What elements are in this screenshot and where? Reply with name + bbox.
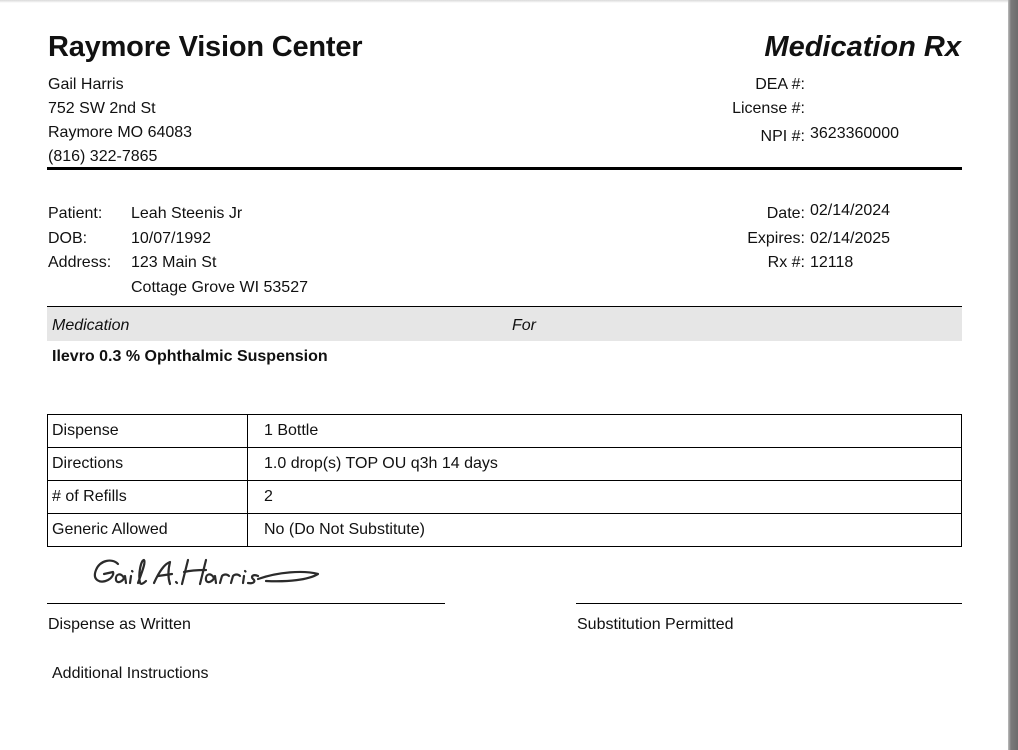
prescription-details-table (47, 414, 962, 547)
expires-value: 02/14/2025 (810, 230, 891, 247)
expires-label: Expires: (747, 230, 805, 247)
dob-value: 10/07/1992 (131, 230, 212, 247)
dispense-label: Dispense (48, 415, 248, 448)
dea-label: DEA #: (755, 76, 805, 93)
address-line1: 123 Main St (131, 254, 217, 271)
header-divider (47, 167, 962, 170)
address-line2: Cottage Grove WI 53527 (131, 279, 308, 296)
directions-label: Directions (48, 448, 248, 481)
dob-label: DOB: (48, 230, 88, 247)
patient-name: Leah Steenis Jr (131, 205, 243, 222)
generic-allowed-label: Generic Allowed (48, 514, 248, 547)
address-label: Address: (48, 254, 112, 271)
document-title: Medication Rx (764, 31, 961, 63)
clinic-city: Raymore MO 64083 (48, 124, 193, 141)
medication-header-band (47, 307, 962, 341)
generic-allowed-value: No (Do Not Substitute) (248, 514, 962, 547)
license-label: License #: (732, 100, 805, 117)
refills-value: 2 (248, 481, 962, 514)
substitution-permitted-label: Substitution Permitted (577, 616, 734, 633)
clinic-phone: (816) 322-7865 (48, 148, 158, 165)
substitution-permitted-line (576, 603, 962, 604)
top-shadow (0, 0, 1008, 3)
rx-number-label: Rx #: (767, 254, 805, 271)
patient-label: Patient: (48, 205, 103, 222)
table-row (48, 415, 962, 448)
table-row (48, 448, 962, 481)
medication-name: Ilevro 0.3 % Ophthalmic Suspension (52, 348, 328, 365)
clinic-street: 752 SW 2nd St (48, 100, 156, 117)
rx-number-value: 12118 (810, 254, 854, 271)
dispense-as-written-label: Dispense as Written (48, 616, 191, 633)
additional-instructions-label: Additional Instructions (52, 665, 209, 682)
dispense-as-written-line (47, 603, 445, 604)
viewer-scroll-edge[interactable] (1008, 0, 1018, 750)
for-column-label: For (512, 317, 536, 334)
date-label: Date: (766, 205, 805, 222)
table-row (48, 514, 962, 547)
npi-label: NPI #: (760, 128, 805, 145)
prescriber-signature (88, 552, 328, 592)
dispense-value: 1 Bottle (248, 415, 962, 448)
table-row (48, 481, 962, 514)
medication-column-label: Medication (52, 317, 130, 334)
refills-label: # of Refills (48, 481, 248, 514)
directions-value: 1.0 drop(s) TOP OU q3h 14 days (248, 448, 962, 481)
npi-value: 3623360000 (810, 125, 899, 142)
doctor-name: Gail Harris (48, 76, 124, 93)
clinic-name: Raymore Vision Center (48, 31, 363, 63)
date-value: 02/14/2024 (810, 202, 891, 219)
